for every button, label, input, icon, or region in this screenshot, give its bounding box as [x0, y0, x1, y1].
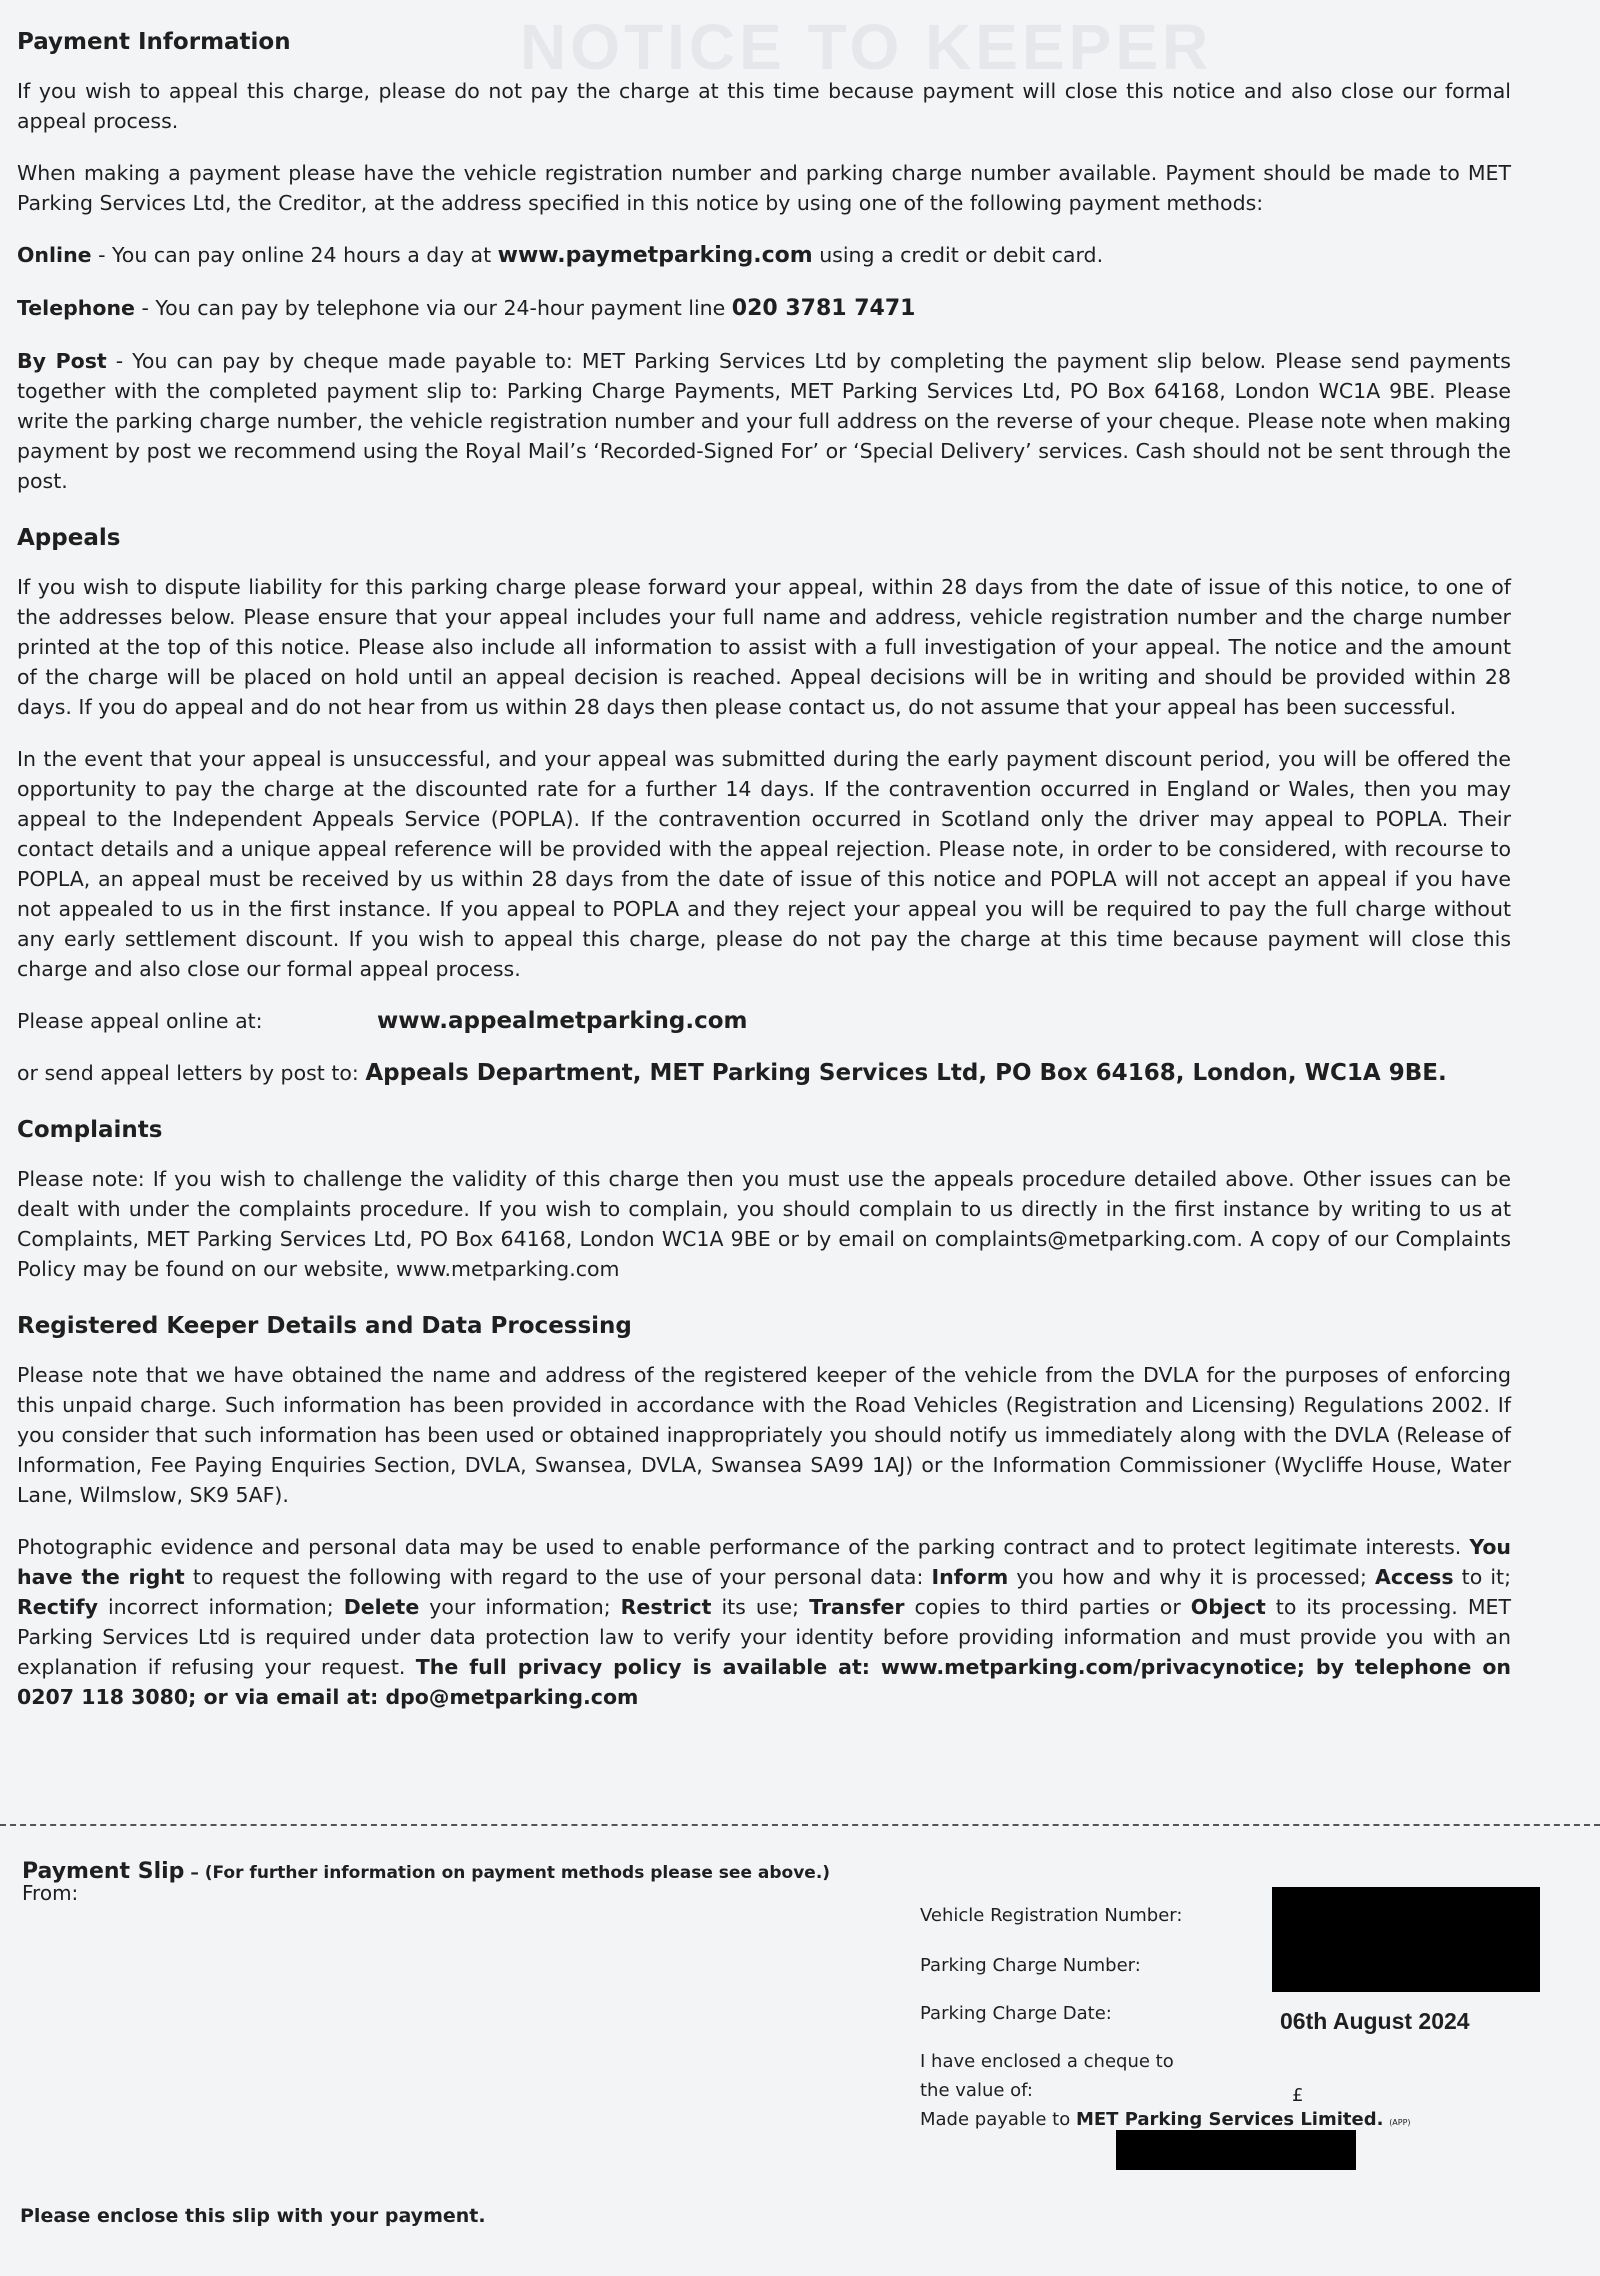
payment-information-p2: When making a payment please have the vehicle registration number and parking charge number available. Payment should be made to MET Parking Services Ltd, the Creditor, at the address specified in this notice by using one of the following payment methods: — [17, 160, 1511, 215]
payment-information-heading: Payment Information — [17, 29, 291, 55]
complaints-heading: Complaints — [17, 1116, 163, 1143]
appeal-post-line — [17, 1058, 1511, 1088]
keeper-p2-text: incorrect information; — [97, 1594, 344, 1619]
appeals-p1: If you wish to dispute liability for this parking charge please forward your appeal, within 28 days from the date of issue of this notice, to one of the addresses below. Please ensure that your appeal includes your full name and address, vehicle registration number and the charge number printed at the top of this notice. Please also include all information to assist with a full investigation of your appeal. The notice and the amount of the charge will be placed on hold until an appeal decision is reached. Appeal decisions will be in writing and should be provided within 28 days. If you do appeal and do not hear from us within 28 days then please contact us, do not assume that your appeal has been successful. — [17, 574, 1511, 719]
online-label: Online — [17, 242, 92, 267]
appeal-post-address: Appeals Department, MET Parking Services Ltd, PO Box 64168, London, WC1A 9BE. — [365, 1059, 1447, 1086]
payment-slip-title — [22, 1859, 830, 1884]
keeper-p2-text: to its processing. MET Parking Services Ltd is required under data protection law to verify your identity before providing information and must provide you with an explanation if refusing your request. — [17, 1594, 1511, 1679]
payment-phone-number[interactable]: 020 3781 7471 — [731, 295, 916, 321]
enclose-slip-note: Please enclose this slip with your payment. — [20, 2205, 486, 2227]
slip-title-note: – (For further information on payment methods please see above.) — [184, 1863, 831, 1883]
parking-charge-number-label: Parking Charge Number: — [920, 1955, 1141, 1976]
cheque-line-1: I have enclosed a cheque to — [920, 2051, 1174, 2072]
keeper-p2-text: to request the following with regard to the use of your personal data: — [184, 1564, 932, 1589]
keeper-p2 — [17, 1532, 1511, 1712]
keeper-section — [17, 1312, 1511, 1712]
keeper-p2-text: your information; — [419, 1594, 621, 1619]
appeals-section — [17, 524, 1511, 1088]
telephone-payment-line — [17, 293, 1511, 324]
online-payment-line — [17, 240, 1511, 271]
slip-title-text: Payment Slip — [22, 1859, 185, 1884]
appeals-heading: Appeals — [17, 524, 121, 551]
keeper-p2-text: copies to third parties or — [904, 1594, 1191, 1619]
right-rectify: Rectify — [17, 1594, 98, 1619]
made-payable-line — [920, 2109, 1411, 2130]
parking-charge-date-label: Parking Charge Date: — [920, 2003, 1112, 2024]
cheque-line-2: the value of: — [920, 2080, 1033, 2101]
appeal-online-label: Please appeal online at: — [17, 1008, 263, 1033]
payment-url[interactable]: www.paymetparking.com — [497, 242, 813, 268]
privacy-policy-line: The full privacy policy is available at: www.metparking.com/privacynotice; by telephone on 0207 118 3080; or via email at: dpo@metparking.com — [17, 1654, 1511, 1709]
payment-information-p1: If you wish to appeal this charge, please do not pay the charge at this time because payment will close this notice and also close our formal appeal process. — [17, 78, 1511, 133]
online-text-a: - You can pay online 24 hours a day at — [91, 242, 498, 267]
vehicle-registration-label: Vehicle Registration Number: — [920, 1905, 1183, 1926]
notice-body — [17, 28, 1511, 1734]
redacted-registration-and-charge-number — [1272, 1887, 1540, 1992]
right-inform: Inform — [931, 1564, 1009, 1589]
right-restrict: Restrict — [620, 1594, 712, 1619]
post-label: By Post — [17, 348, 107, 373]
complaints-section — [17, 1116, 1511, 1284]
complaints-p1: Please note: If you wish to challenge the validity of this charge then you must use the appeals procedure detailed above. Other issues can be dealt with under the complaints procedure. If you wish to complain, you should complain to us directly in the first instance by writing to us at Complaints, MET Parking Services Ltd, PO Box 64168, London WC1A 9BE or by email on complaints@metparking.com. A copy of our Complaints Policy may be found on our website, www.metparking.com — [17, 1166, 1511, 1281]
right-transfer: Transfer — [809, 1594, 905, 1619]
tear-off-line — [0, 1824, 1600, 1826]
appeals-p2: In the event that your appeal is unsuccessful, and your appeal was submitted during the early payment discount period, you will be offered the opportunity to pay the charge at the discounted rate for a further 14 days. If the contravention occurred in England or Wales, then you may appeal to the Independent Appeals Service (POPLA). If the contravention occurred in Scotland only the driver may appeal to POPLA. Their contact details and a unique appeal reference will be provided with the appeal rejection. Please note, in order to be considered, with recourse to POPLA, an appeal must be received by us within 28 days from the date of issue of this notice and POPLA will not accept an appeal if you have not appealed to us in the first instance. If you appeal to POPLA and they reject your appeal you will be required to pay the full charge without any early settlement discount. If you wish to appeal this charge, please do not pay the charge at this time because payment will close this charge and also close our formal appeal process. — [17, 746, 1511, 981]
made-payable-code: (APP) — [1389, 2118, 1411, 2127]
redacted-reference — [1116, 2130, 1356, 2170]
payment-information-section — [17, 28, 1511, 496]
parking-charge-date-value: 06th August 2024 — [1280, 2008, 1470, 2034]
post-text: - You can pay by cheque made payable to: MET Parking Services Ltd by completing the payment slip below. Please send payments together with the completed payment slip to: Parking Charge Payments, MET Parking Services Ltd, PO Box 64168, London WC1A 9BE. Please write the parking charge number, the vehicle registration number and your full address on the reverse of your cheque. Please note when making payment by post we recommend using the Royal Mail’s ‘Recorded-Signed For’ or ‘Special Delivery’ services. Cash should not be sent through the post. — [17, 348, 1511, 493]
keeper-heading: Registered Keeper Details and Data Processing — [17, 1312, 632, 1339]
made-payable-company: MET Parking Services Limited. — [1075, 2109, 1384, 2130]
telephone-label: Telephone — [17, 295, 135, 320]
appeal-post-label: or send appeal letters by post to: — [17, 1060, 359, 1085]
right-object: Object — [1190, 1594, 1266, 1619]
keeper-p1: Please note that we have obtained the name and address of the registered keeper of the vehicle from the DVLA for the purposes of enforcing this unpaid charge. Such information has been provided in accordance with the Road Vehicles (Registration and Licensing) Regulations 2002. If you consider that such information has been used or obtained inappropriately you should notify us immediately along with the DVLA (Release of Information, Fee Paying Enquiries Section, DVLA, Swansea, DVLA, Swansea SA99 1AJ) or the Information Commissioner (Wycliffe House, Water Lane, Wilmslow, SK9 5AF). — [17, 1362, 1511, 1507]
keeper-p2-text: to it; — [1453, 1564, 1512, 1589]
slip-from-label: From: — [22, 1881, 79, 1905]
post-payment-paragraph — [17, 346, 1511, 496]
cheque-value-pound: £ — [1292, 2085, 1304, 2106]
right-delete: Delete — [343, 1594, 420, 1619]
payment-slip — [0, 1835, 1600, 2276]
made-payable-prefix: Made payable to — [920, 2109, 1076, 2130]
telephone-text: - You can pay by telephone via our 24-hour payment line — [134, 295, 732, 320]
online-text-b: using a credit or debit card. — [812, 242, 1104, 267]
keeper-p2-text: its use; — [711, 1594, 810, 1619]
appeal-online-line — [17, 1006, 1511, 1036]
background-ghost-title: NOTICE TO KEEPER — [520, 11, 1213, 83]
you-have-the-right: You have the right — [17, 1534, 1511, 1589]
right-access: Access — [1375, 1564, 1454, 1589]
keeper-p2-text: Photographic evidence and personal data may be used to enable performance of the parking contract and to protect legitimate interests. — [17, 1534, 1470, 1559]
appeal-online-url[interactable]: www.appealmetparking.com — [377, 1007, 748, 1034]
keeper-p2-text: you how and why it is processed; — [1008, 1564, 1376, 1589]
